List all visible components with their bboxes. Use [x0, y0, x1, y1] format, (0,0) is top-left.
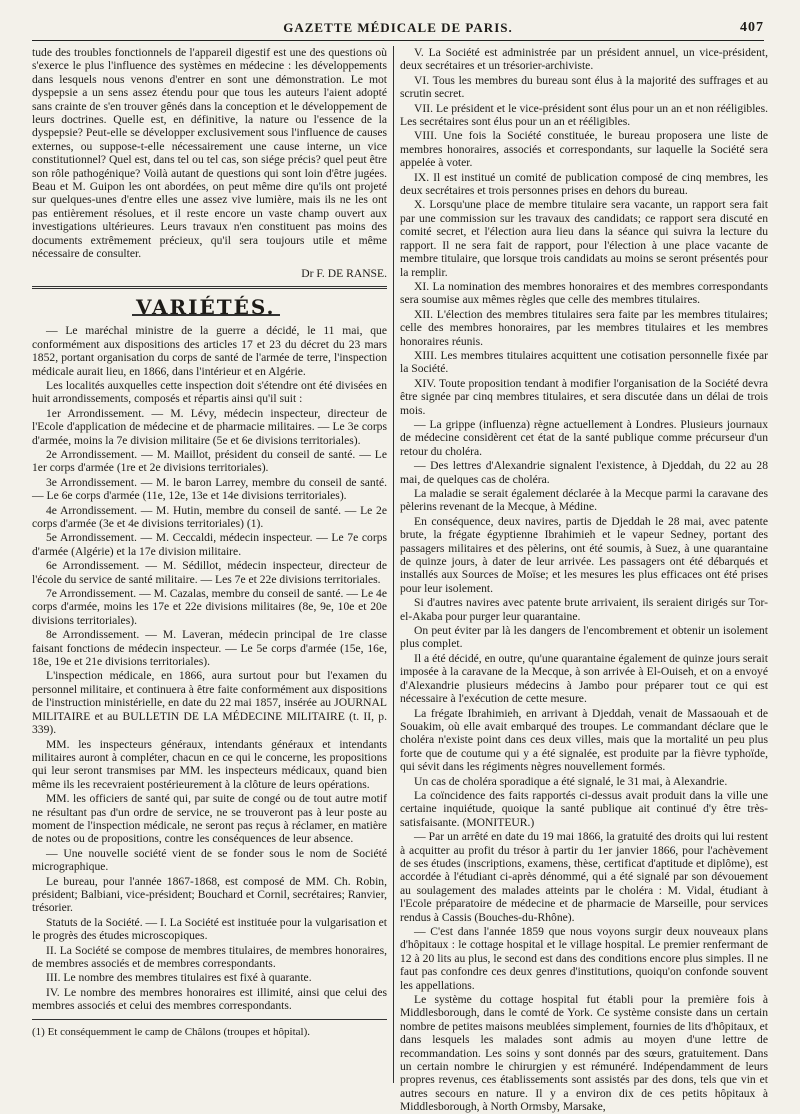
statute-item: VI. Tous les membres du bureau sont élus à la majorité des suffrages et au scrutin secret. — [400, 73, 768, 101]
paragraph: En conséquence, deux navires, partis de Djeddah le 28 mai, avec patente brute, la frégate égyptienne Ibrahimieh et le vapeur Sedney, portant des passagers militaires et des pèlerins, ont été soumis, à Suez, à une quarantaine de quinze jours, à dater de leur arrivée. Les passagers ont été débarqués et installés aux Sources de Moïse; et les mesures les plus efficaces ont été prises pour leur isolement. — [400, 514, 768, 595]
paragraph: La coïncidence des faits rapportés ci-dessus avait produit dans la ville une certaine inquiétude, quoique la santé publique ait continué d'y être très-satisfaisante. (MONITEUR.) — [400, 788, 768, 829]
paragraph: — Une nouvelle société vient de se fonder sous le nom de Société micrographique. — [32, 846, 387, 874]
paragraph: — Des lettres d'Alexandrie signalent l'existence, à Djeddah, du 22 au 28 mai, de quelques cas de choléra. — [400, 459, 768, 486]
paragraph: On peut éviter par là les dangers de l'encombrement et obtenir un isolement plus complet. — [400, 624, 768, 651]
footnote-rule — [32, 1019, 387, 1020]
statute-item: II. La Société se compose de membres titulaires, de membres honoraires, de membres associés et de membres correspondants. — [32, 943, 387, 970]
paragraph: Les localités auxquelles cette inspection doit s'étendre ont été divisées en huit arrondissements, composés et répartis ainsi qu'il suit : — [32, 378, 387, 406]
left-column — [32, 46, 387, 1085]
statute-item: Statuts de la Société. — I. La Société est instituée pour la vulgarisation et le progrès des études microscopiques. — [32, 915, 387, 943]
page-number: 407 — [740, 20, 764, 35]
paragraph: Il a été décidé, en outre, qu'une quarantaine également de quinze jours serait imposée à la caravane de la Mecque, à son arrivée à El-Ouiseh, et on a envoyé d'Alexandrie plusieurs médecins à Jambo pour préparer tout ce qui est nécessaire à l'exécution de cette mesure. — [400, 651, 768, 706]
paragraph: — La grippe (influenza) règne actuellement à Londres. Plusieurs journaux de médecine considèrent cet état de la santé publique comme précurseur d'un retour du choléra. — [400, 417, 768, 458]
arrondissement-item: 1er Arrondissement. — M. Lévy, médecin inspecteur, directeur de l'Ecole d'application de médecine et de pharmacie militaires. — Le 3e corps d'armée, moins la 7e division militaire (5e et 6e divisions territoriales). — [32, 406, 387, 447]
arrondissement-item: 5e Arrondissement. — M. Ceccaldi, médecin inspecteur. — Le 7e corps d'armée (Algérie) et la 17e division militaire. — [32, 531, 387, 558]
statute-item: V. La Société est administrée par un président annuel, un vice-président, deux secrétaires et un trésorier-archiviste. — [400, 46, 768, 73]
statute-item: X. Lorsqu'une place de membre titulaire sera vacante, un rapport sera fait par une commission sur les travaux des candidats; ce rapport sera discuté en comité secret, et l'élection aura lieu dans la séance qui suivra la lecture du rapport. Il ne sera fait de rapport, pour l'élection à une place vacante de membre titulaire, que lorsque trois candidats au moins se seront présentés pour la remplir. — [400, 198, 768, 279]
statute-item: XI. La nomination des membres honoraires et des membres correspondants sera soumise aux mêmes règles que celle des membres titulaires. — [400, 279, 768, 307]
page-header — [32, 18, 764, 41]
statute-item: IX. Il est institué un comité de publication composé de cinq membres, les deux secrétaires et trois personnes prises en dehors du bureau. — [400, 170, 768, 198]
statute-item: VII. Le président et le vice-président sont élus pour un an et non rééligibles. Les secrétaires sont élus pour un an et rééligibles. — [400, 101, 768, 129]
paragraph: L'inspection médicale, en 1866, aura surtout pour but l'examen du personnel militaire, et continuera à être faite conformément aux dispositions de l'instruction ministérielle, en date du 22 mai 1857, insérée au JOURNAL MILITAIRE et au BULLETIN DE LA MÉDECINE MILITAIRE (t. II, p. 339). — [32, 669, 387, 737]
right-column — [400, 46, 768, 1114]
section-title: VARIÉTÉS. — [132, 301, 280, 316]
statute-item: XIII. Les membres titulaires acquittent une cotisation personnelle fixée par la Société. — [400, 348, 768, 376]
arrondissement-item: 3e Arrondissement. — M. le baron Larrey, membre du conseil de santé. — Le 6e corps d'armée (11e, 12e, 13e et 14e divisions territoriales). — [32, 475, 387, 503]
statute-item: VIII. Une fois la Société constituée, le bureau proposera une liste de membres honoraires, associés et correspondants, sur laquelle la Société sera appelée à voter. — [400, 129, 768, 170]
statute-item: III. Le nombre des membres titulaires est fixé à quarante. — [46, 971, 312, 985]
paragraph: Le système du cottage hospital fut établi pour la première fois à Middlesborough, dans le comté de York. Ce système consiste dans un certain nombre de petites maisons meublées simplement, fournies de lits d'hôpitaux, et dans lesquels les malades sont admis au moyen d'une lettre de recommandation. Les soins y sont donnés par des sœurs, gratuitement. Dans un certain nombre le chirurgien y est rémunéré. Indépendamment de leurs propres revenus, ces établissements sont assistés par des dons, tels que vin et autres secours en nature. Il y a environ dix de ces petits hôpitaux à Middlesborough, à North Ormsby, Marsake, — [400, 993, 768, 1114]
author-signature: Dr F. DE RANSE. — [301, 266, 387, 280]
journal-title: GAZETTE MÉDICALE DE PARIS. — [283, 20, 513, 35]
arrondissement-item: 6e Arrondissement. — M. Sédillot, médecin inspecteur, directeur de l'école du service de santé militaire. — Les 7e et 22e divisions territoriales. — [32, 559, 387, 586]
paragraph: Un cas de choléra sporadique a été signalé, le 31 mai, à Alexandrie. — [414, 774, 728, 788]
paragraph: Si d'autres navires avec patente brute arrivaient, ils seraient dirigés sur Tor-el-Akaba pour purger leur quarantaine. — [400, 596, 768, 623]
arrondissement-item: 2e Arrondissement. — M. Maillot, président du conseil de santé. — Le 1er corps d'armée (1re et 2e divisions territoriales). — [32, 447, 387, 475]
footnote: (1) Et conséquemment le camp de Châlons (troupes et hôpital). — [32, 1025, 310, 1038]
arrondissement-item: 8e Arrondissement. — M. Laveran, médecin principal de 1re classe faisant fonctions de médecin inspecteur. — Le 5e corps d'armée (15e, 16e, 18e, 19e et 21e divisions territoriales). — [32, 628, 387, 669]
arrondissement-item: 7e Arrondissement. — M. Cazalas, membre du conseil de santé. — Le 4e corps d'armée, moins les 17e et 22e divisions militaires (8e, 9e, 10e et 20e divisions territoriales). — [32, 587, 387, 627]
paragraph: Le bureau, pour l'année 1867-1868, est composé de MM. Ch. Robin, président; Balbiani, vice-président; Bouchard et Cornil, secrétaires; Ranvier, trésorier. — [32, 874, 387, 915]
section-divider — [32, 286, 387, 289]
arrondissement-item: 4e Arrondissement. — M. Hutin, membre du conseil de santé. — Le 2e corps d'armée (3e et 4e divisions territoriales) (1). — [32, 503, 387, 530]
paragraph: MM. les inspecteurs généraux, intendants généraux et intendants militaires auront à compléter, chacun en ce qui le concerne, les propositions qui leur seront transmises par MM. les inspecteurs médicaux, quand bien même ils les recevraient postérieurement à la clôture de leurs opérations. — [32, 737, 387, 791]
statute-item: IV. Le nombre des membres honoraires est illimité, ainsi que celui des membres associés et celui des membres correspondants. — [32, 985, 387, 1013]
article-text: tude des troubles fonctionnels de l'appareil digestif est une des questions où s'exerce le plus l'influence des systèmes en médecine : les développements dans lesquels nous venons d'entrer en sont une démonstration. Le mot dyspepsie a un sens assez étendu pour que tous les auteurs l'aient adopté sans crainte de s'en trouver gênés dans la conception et le développement de leurs doctrines. Quelle est, en définitive, la nature ou l'essence de la dyspepsie? Peut-elle se développer exclusivement sous l'influence de causes externes, ou suppose-t-elle nécessairement une cause interne, un vice constitutionnel? Quel est, dans tel ou tel cas, son siége précis? quel peut être son rôle pathogénique? Voilà autant de questions qui sont loin d'être jugées. Beau et M. Guipon les ont abordées, on peut même dire qu'ils ont projeté sur quelques-unes d'entre elles une assez vive lumière, mais ils ne les ont pas entièrement résolues, et il reste encore un vaste champ ouvert aux investigations ultérieures. Leurs travaux n'en constituent pas moins des documents extrêmement précieux, qu'il sera toujours utile et même nécessaire de consulter. — [32, 46, 387, 261]
column-divider — [393, 46, 394, 1083]
paragraph: La frégate Ibrahimieh, en arrivant à Djeddah, venait de Massaouah et de Souakim, où elle avait embarqué des troupes. Le commandant déclare que le choléra n'existe point dans ces deux villes, mais que la mortalité un peu plus forte que de coutume qui y a été signalée, est produite par la fièvre typhoïde, qui sévit dans les régiments nègres nouvellement formés. — [400, 706, 768, 774]
paragraph: — Par un arrêté en date du 19 mai 1866, la gratuité des droits qui lui restent à acquitter au profit du trésor à partir du 1er janvier 1866, pour l'achèvement de ses études (inscriptions, examens, thèse, certificat d'aptitude et diplôme), est accordée à l'étudiant ci-après dénommé, qui a été signalé par son dévouement au soulagement des malades atteints par le choléra : M. Vidal, étudiant à l'Ecole préparatoire de médecine et de pharmacie de Marseille, pour services rendus à Cassis (Bouches-du-Rhône). — [400, 830, 768, 924]
paragraph: — C'est dans l'année 1859 que nous voyons surgir deux nouveaux plans d'hôpitaux : le cottage hospital et le village hospital. Le premier renfermant de 12 à 20 lits au plus, le second est dans des conditions encore plus simples. Il ne faut pas confondre ces deux genres d'institutions, quoiqu'on confonde souvent les appellations. — [400, 925, 768, 992]
paragraph: — Le maréchal ministre de la guerre a décidé, le 11 mai, que conformément aux dispositions des articles 17 et 23 du décret du 23 mars 1852, portant organisation du corps de santé de l'armée de terre, l'inspection médicale aurait lieu, en 1866, dans l'intérieur et en Algérie. — [32, 324, 387, 378]
statute-item: XIV. Toute proposition tendant à modifier l'organisation de la Société devra être signée par cinq membres titulaires, et sera discutée dans un délai de trois mois. — [400, 376, 768, 417]
paragraph: MM. les officiers de santé qui, par suite de congé ou de tout autre motif ne résultant pas d'un ordre de service, ne se trouveront pas à leur poste au moment de l'inspection médicale, ne seront pas reçus à réclamer, en matière de notes ou de propositions, contre les conséquences de leur absence. — [32, 792, 387, 846]
statute-item: XII. L'élection des membres titulaires sera faite par les membres titulaires; celle des membres honoraires, par les membres titulaires et les membres honoraires réunis. — [400, 307, 768, 348]
paragraph: La maladie se serait également déclarée à la Mecque parmi la caravane des pèlerins revenant de la Mecque, à Médine. — [400, 487, 768, 514]
